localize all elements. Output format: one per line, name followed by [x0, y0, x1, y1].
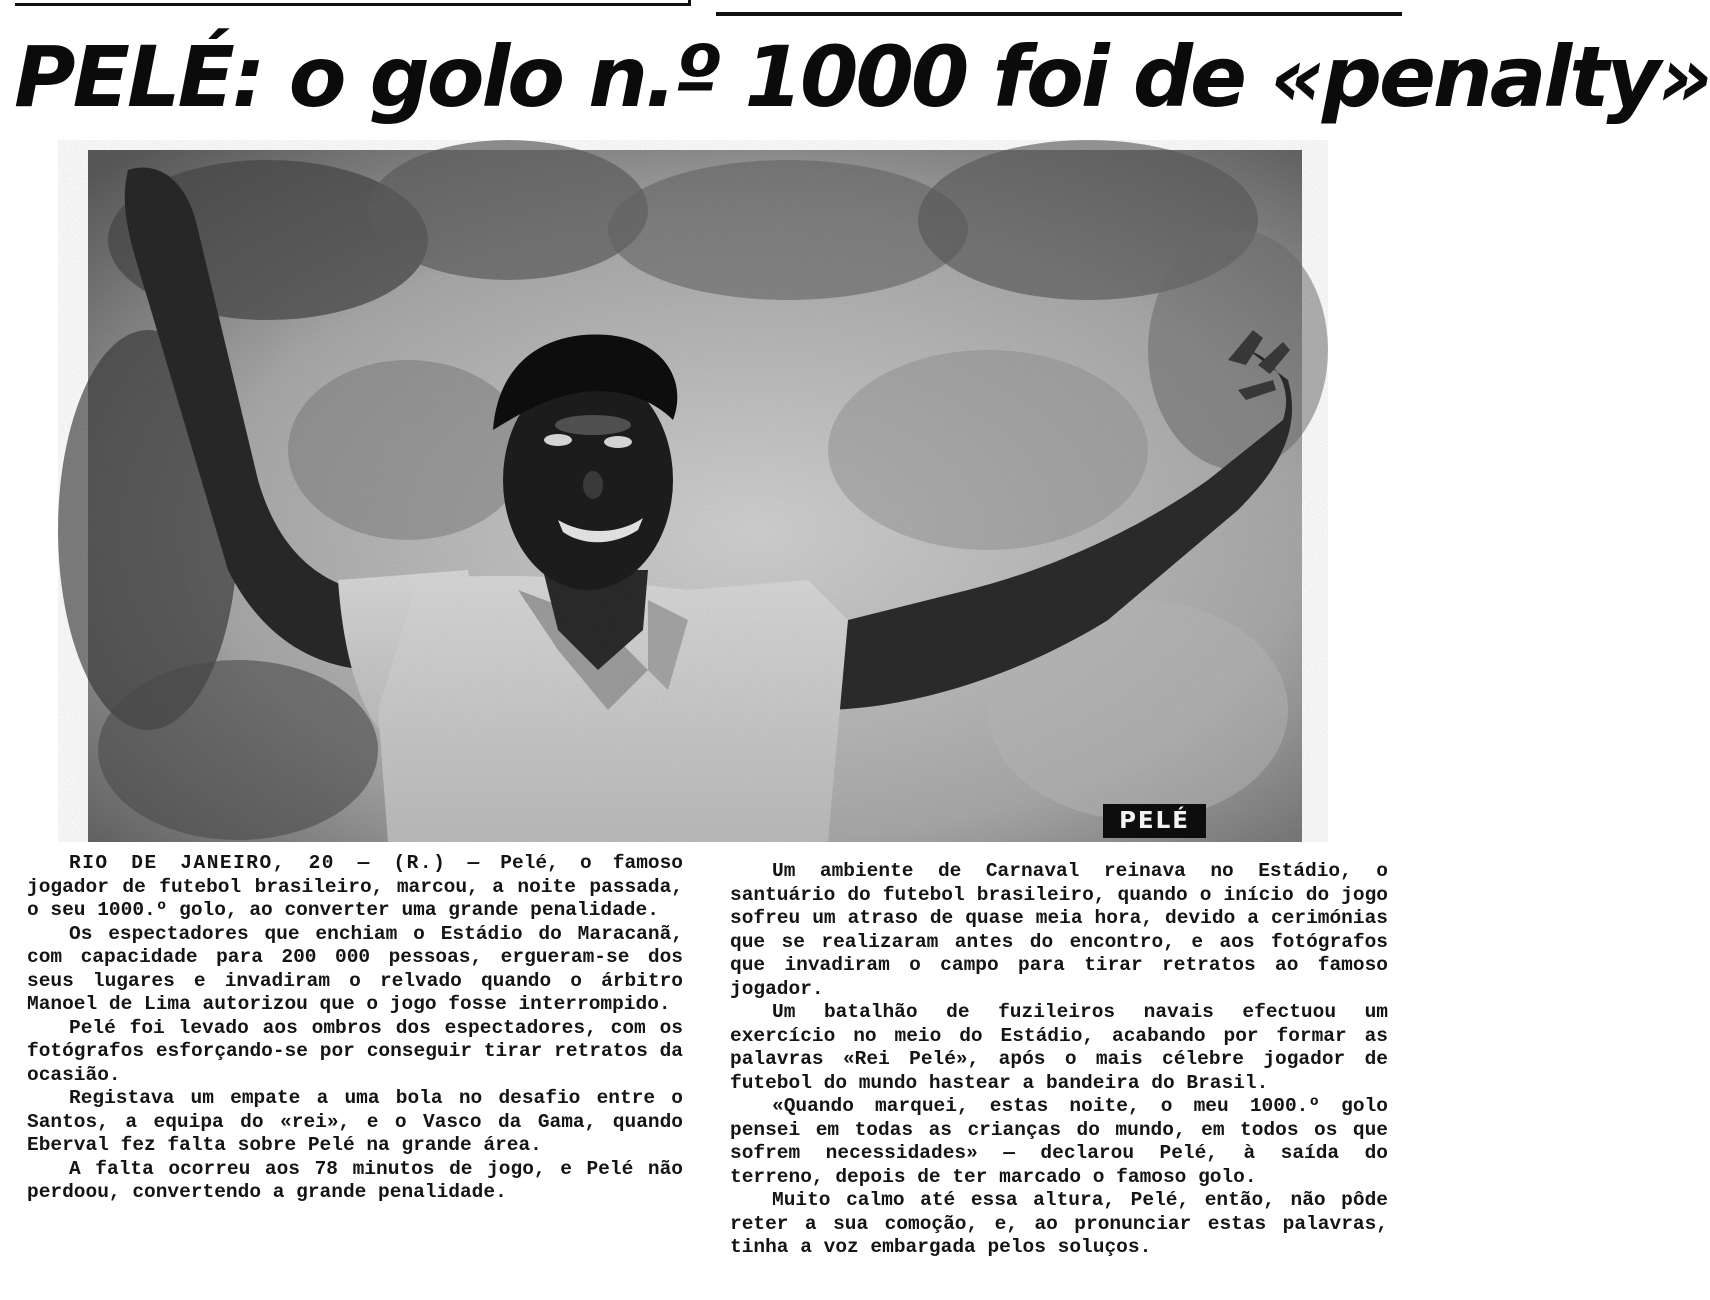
top-rule-right	[716, 12, 1402, 16]
article-paragraph: Muito calmo até essa altura, Pelé, então, não pôde reter a sua comoção, e, ao pronunciar estas palavras, tinha a voz embargada pelos soluços.	[730, 1189, 1388, 1258]
pele-celebrating-image	[88, 150, 1302, 842]
article-column-left	[27, 852, 683, 1205]
article-paragraph: A falta ocorreu aos 78 minutos de jogo, e Pelé não perdoou, convertendo a grande penalidade.	[27, 1157, 683, 1203]
dateline: RIO DE JANEIRO, 20 — (R.)	[69, 852, 447, 874]
article-paragraph	[27, 852, 683, 923]
article-paragraph: «Quando marquei, estas noite, o meu 1000.º golo pensei em todas as crianças do mundo, em todos os que sofrem necessidades» — declarou Pelé, à saída do terreno, depois de ter marcado o famoso golo.	[730, 1095, 1388, 1188]
paragraph-text: — Pelé, o famoso jogador de futebol brasileiro, marcou, a noite passada, o seu 1000.º golo, ao converter uma grande penalidade.	[27, 852, 684, 921]
article-paragraph: Registava um empate a uma bola no desafio entre o Santos, a equipa do «rei», e o Vasco da Gama, quando Eberval fez falta sobre Pelé na grande área.	[27, 1087, 683, 1156]
pele-photo	[88, 150, 1302, 842]
article-paragraph: Os espectadores que enchiam o Estádio do Maracanã, com capacidade para 200 000 pessoas, ergueram-se dos seus lugares e invadiram o relvado quando o árbitro Manoel de Lima autorizou que o jogo fosse interrompido.	[27, 922, 683, 1015]
article-paragraph: Pelé foi levado aos ombros dos espectadores, com os fotógrafos esforçando-se por conseguir tirar retratos da ocasião.	[27, 1016, 683, 1086]
article-paragraph: Um ambiente de Carnaval reinava no Estádio, o santuário do futebol brasileiro, quando o início do jogo sofreu um atraso de quase meia hora, devido a cerimónias que se realizaram antes do encontro, e aos fotógrafos que invadiram o campo para tirar retratos ao famoso jogador.	[730, 860, 1388, 1000]
top-rule-left	[15, 0, 691, 6]
article-paragraph: Um batalhão de fuzileiros navais efectuou um exercício no meio do Estádio, acabando por formar as palavras «Rei Pelé», após o mais célebre jogador de futebol do mundo hastear a bandeira do Brasil.	[730, 1001, 1388, 1094]
photo-caption: PELÉ	[1103, 804, 1206, 838]
headline: PELÉ: o golo n.º 1000 foi de «penalty»	[14, 28, 1710, 126]
article-column-right	[730, 860, 1388, 1260]
